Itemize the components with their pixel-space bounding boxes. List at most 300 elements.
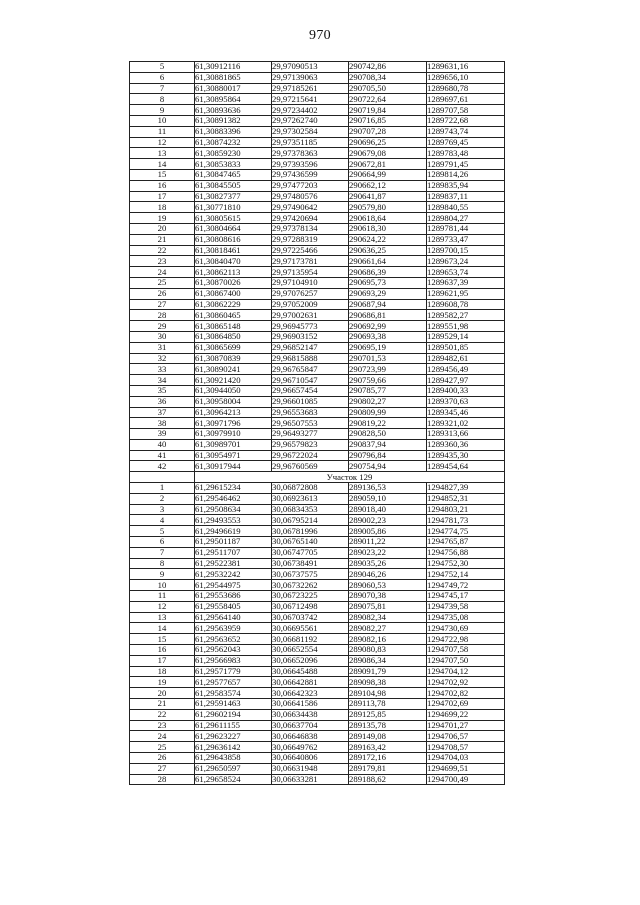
point-number-cell: 15 [130,634,195,645]
y-coordinate-cell: 1294765,87 [427,537,505,548]
table-row [130,558,505,569]
latitude-cell: 61,30921420 [195,375,272,386]
table-row [130,547,505,558]
point-number-cell: 24 [130,267,195,278]
y-coordinate-cell: 1289781,44 [427,223,505,234]
latitude-cell: 61,29493553 [195,515,272,526]
x-coordinate-cell: 290828,50 [349,429,427,440]
x-coordinate-cell: 289136,53 [349,483,427,494]
x-coordinate-cell: 290686,81 [349,310,427,321]
table-row [130,202,505,213]
x-coordinate-cell: 289005,86 [349,526,427,537]
point-number-cell: 9 [130,569,195,580]
y-coordinate-cell: 1294803,21 [427,504,505,515]
y-coordinate-cell: 1294707,58 [427,645,505,656]
latitude-cell: 61,29636142 [195,742,272,753]
table-row [130,299,505,310]
latitude-cell: 61,29496619 [195,526,272,537]
x-coordinate-cell: 289059,10 [349,493,427,504]
table-row [130,385,505,396]
x-coordinate-cell: 289002,23 [349,515,427,526]
x-coordinate-cell: 290719,84 [349,105,427,116]
latitude-cell: 61,30864850 [195,331,272,342]
x-coordinate-cell: 290707,28 [349,126,427,137]
point-number-cell: 1 [130,483,195,494]
point-number-cell: 12 [130,601,195,612]
longitude-cell: 29,97076257 [272,288,349,299]
longitude-cell: 29,96657454 [272,385,349,396]
longitude-cell: 29,97351185 [272,137,349,148]
point-number-cell: 5 [130,526,195,537]
point-number-cell: 35 [130,385,195,396]
point-number-cell: 26 [130,753,195,764]
longitude-cell: 29,96765847 [272,364,349,375]
longitude-cell: 30,06765140 [272,537,349,548]
latitude-cell: 61,30890241 [195,364,272,375]
longitude-cell: 29,96553683 [272,407,349,418]
longitude-cell: 29,96903152 [272,331,349,342]
y-coordinate-cell: 1294699,22 [427,709,505,720]
point-number-cell: 2 [130,493,195,504]
longitude-cell: 29,96760569 [272,461,349,472]
y-coordinate-cell: 1289769,45 [427,137,505,148]
y-coordinate-cell: 1294704,12 [427,666,505,677]
point-number-cell: 39 [130,429,195,440]
latitude-cell: 61,30859230 [195,148,272,159]
y-coordinate-cell: 1289733,47 [427,234,505,245]
latitude-cell: 61,30862229 [195,299,272,310]
point-number-cell: 27 [130,299,195,310]
y-coordinate-cell: 1289370,63 [427,396,505,407]
latitude-cell: 61,29571779 [195,666,272,677]
longitude-cell: 30,06631948 [272,763,349,774]
point-number-cell: 13 [130,612,195,623]
longitude-cell: 29,97225466 [272,245,349,256]
latitude-cell: 61,29650597 [195,763,272,774]
point-number-cell: 41 [130,450,195,461]
y-coordinate-cell: 1289400,33 [427,385,505,396]
point-number-cell: 6 [130,72,195,83]
latitude-cell: 61,29591463 [195,699,272,710]
y-coordinate-cell: 1294699,51 [427,763,505,774]
longitude-cell: 29,97262740 [272,115,349,126]
longitude-cell: 29,97185261 [272,83,349,94]
longitude-cell: 30,06732262 [272,580,349,591]
x-coordinate-cell: 290662,12 [349,180,427,191]
y-coordinate-cell: 1289840,55 [427,202,505,213]
table-row [130,83,505,94]
y-coordinate-cell: 1289673,24 [427,256,505,267]
table-row [130,418,505,429]
latitude-cell: 61,30883396 [195,126,272,137]
y-coordinate-cell: 1294752,30 [427,558,505,569]
latitude-cell: 61,30893636 [195,105,272,116]
x-coordinate-cell: 290708,34 [349,72,427,83]
x-coordinate-cell: 289113,78 [349,699,427,710]
table-row [130,461,505,472]
point-number-cell: 13 [130,148,195,159]
longitude-cell: 30,06633281 [272,774,349,785]
table-row [130,159,505,170]
y-coordinate-cell: 1289631,16 [427,62,505,73]
latitude-cell: 61,30870839 [195,353,272,364]
point-number-cell: 24 [130,731,195,742]
x-coordinate-cell: 290742,86 [349,62,427,73]
latitude-cell: 61,29501187 [195,537,272,548]
x-coordinate-cell: 290722,64 [349,94,427,105]
y-coordinate-cell: 1289345,46 [427,407,505,418]
point-number-cell: 33 [130,364,195,375]
table-row [130,483,505,494]
y-coordinate-cell: 1289313,66 [427,429,505,440]
y-coordinate-cell: 1289621,95 [427,288,505,299]
y-coordinate-cell: 1289637,39 [427,277,505,288]
y-coordinate-cell: 1289837,11 [427,191,505,202]
y-coordinate-cell: 1294701,27 [427,720,505,731]
longitude-cell: 30,06642323 [272,688,349,699]
y-coordinate-cell: 1289653,74 [427,267,505,278]
x-coordinate-cell: 290579,80 [349,202,427,213]
point-number-cell: 7 [130,547,195,558]
x-coordinate-cell: 290785,77 [349,385,427,396]
latitude-cell: 61,30847465 [195,169,272,180]
latitude-cell: 61,29544975 [195,580,272,591]
x-coordinate-cell: 290693,29 [349,288,427,299]
x-coordinate-cell: 289163,42 [349,742,427,753]
x-coordinate-cell: 290695,19 [349,342,427,353]
table-row [130,148,505,159]
latitude-cell: 61,29602194 [195,709,272,720]
point-number-cell: 10 [130,580,195,591]
latitude-cell: 61,30804664 [195,223,272,234]
y-coordinate-cell: 1289835,94 [427,180,505,191]
x-coordinate-cell: 290618,64 [349,213,427,224]
point-number-cell: 4 [130,515,195,526]
longitude-cell: 29,96601085 [272,396,349,407]
longitude-cell: 30,06652554 [272,645,349,656]
x-coordinate-cell: 290618,30 [349,223,427,234]
x-coordinate-cell: 290754,94 [349,461,427,472]
point-number-cell: 38 [130,418,195,429]
table-row [130,62,505,73]
y-coordinate-cell: 1294749,72 [427,580,505,591]
latitude-cell: 61,29508634 [195,504,272,515]
x-coordinate-cell: 290701,53 [349,353,427,364]
latitude-cell: 61,29577657 [195,677,272,688]
longitude-cell: 30,06737575 [272,569,349,580]
latitude-cell: 61,30891382 [195,115,272,126]
latitude-cell: 61,30917944 [195,461,272,472]
table-row [130,169,505,180]
table-row [130,450,505,461]
point-number-cell: 40 [130,439,195,450]
table-row [130,634,505,645]
latitude-cell: 61,30964213 [195,407,272,418]
y-coordinate-cell: 1289427,97 [427,375,505,386]
y-coordinate-cell: 1294735,08 [427,612,505,623]
point-number-cell: 27 [130,763,195,774]
point-number-cell: 7 [130,83,195,94]
point-number-cell: 8 [130,94,195,105]
longitude-cell: 30,06923613 [272,493,349,504]
latitude-cell: 61,29511707 [195,547,272,558]
point-number-cell: 10 [130,115,195,126]
latitude-cell: 61,29564140 [195,612,272,623]
y-coordinate-cell: 1289697,61 [427,94,505,105]
longitude-cell: 30,06781996 [272,526,349,537]
y-coordinate-cell: 1289321,02 [427,418,505,429]
y-coordinate-cell: 1289608,78 [427,299,505,310]
point-number-cell: 19 [130,677,195,688]
point-number-cell: 20 [130,223,195,234]
point-number-cell: 21 [130,699,195,710]
latitude-cell: 61,30880017 [195,83,272,94]
table-row [130,267,505,278]
latitude-cell: 61,30805615 [195,213,272,224]
table-row [130,720,505,731]
latitude-cell: 61,30808616 [195,234,272,245]
table-row [130,191,505,202]
x-coordinate-cell: 289086,34 [349,655,427,666]
table-row [130,439,505,450]
x-coordinate-cell: 289060,53 [349,580,427,591]
y-coordinate-cell: 1289551,98 [427,321,505,332]
page-number: 970 [309,28,331,43]
point-number-cell: 8 [130,558,195,569]
point-number-cell: 6 [130,537,195,548]
y-coordinate-cell: 1294702,92 [427,677,505,688]
table-row [130,645,505,656]
latitude-cell: 61,30958004 [195,396,272,407]
latitude-cell: 61,30944050 [195,385,272,396]
longitude-cell: 29,97173781 [272,256,349,267]
x-coordinate-cell: 289082,16 [349,634,427,645]
table-row [130,331,505,342]
x-coordinate-cell: 290802,27 [349,396,427,407]
table-row [130,126,505,137]
table-row [130,731,505,742]
latitude-cell: 61,30862113 [195,267,272,278]
x-coordinate-cell: 289082,34 [349,612,427,623]
x-coordinate-cell: 290687,94 [349,299,427,310]
table-row [130,612,505,623]
x-coordinate-cell: 289172,16 [349,753,427,764]
longitude-cell: 30,06795214 [272,515,349,526]
x-coordinate-cell: 289091,79 [349,666,427,677]
table-row [130,288,505,299]
y-coordinate-cell: 1289814,26 [427,169,505,180]
x-coordinate-cell: 290837,94 [349,439,427,450]
y-coordinate-cell: 1289700,15 [427,245,505,256]
longitude-cell: 30,06834353 [272,504,349,515]
y-coordinate-cell: 1289360,36 [427,439,505,450]
latitude-cell: 61,29611155 [195,720,272,731]
table-row [130,623,505,634]
section-header-spacer [130,472,195,483]
point-number-cell: 11 [130,126,195,137]
latitude-cell: 61,30912116 [195,62,272,73]
longitude-cell: 29,96852147 [272,342,349,353]
section-title: Участок 129 [195,472,505,483]
latitude-cell: 61,29562043 [195,645,272,656]
table-row [130,245,505,256]
x-coordinate-cell: 289023,22 [349,547,427,558]
point-number-cell: 18 [130,202,195,213]
longitude-cell: 29,97302584 [272,126,349,137]
point-number-cell: 31 [130,342,195,353]
latitude-cell: 61,30865148 [195,321,272,332]
y-coordinate-cell: 1289707,58 [427,105,505,116]
latitude-cell: 61,30840470 [195,256,272,267]
y-coordinate-cell: 1294752,14 [427,569,505,580]
x-coordinate-cell: 290672,81 [349,159,427,170]
y-coordinate-cell: 1294781,73 [427,515,505,526]
longitude-cell: 30,06872808 [272,483,349,494]
longitude-cell: 30,06637704 [272,720,349,731]
longitude-cell: 30,06642881 [272,677,349,688]
x-coordinate-cell: 289035,26 [349,558,427,569]
longitude-cell: 29,96493277 [272,429,349,440]
y-coordinate-cell: 1289783,48 [427,148,505,159]
table-row [130,763,505,774]
y-coordinate-cell: 1294756,88 [427,547,505,558]
longitude-cell: 29,97139063 [272,72,349,83]
y-coordinate-cell: 1294707,50 [427,655,505,666]
x-coordinate-cell: 290819,22 [349,418,427,429]
point-number-cell: 23 [130,720,195,731]
latitude-cell: 61,29553686 [195,591,272,602]
table-row [130,256,505,267]
y-coordinate-cell: 1294702,69 [427,699,505,710]
longitude-cell: 29,97090513 [272,62,349,73]
table-row [130,342,505,353]
point-number-cell: 12 [130,137,195,148]
longitude-cell: 29,96945773 [272,321,349,332]
x-coordinate-cell: 289075,81 [349,601,427,612]
longitude-cell: 29,97436599 [272,169,349,180]
point-number-cell: 22 [130,245,195,256]
x-coordinate-cell: 289149,08 [349,731,427,742]
latitude-cell: 61,30845505 [195,180,272,191]
table-row [130,375,505,386]
table-row [130,353,505,364]
latitude-cell: 61,30881865 [195,72,272,83]
longitude-cell: 29,97420694 [272,213,349,224]
longitude-cell: 29,96579823 [272,439,349,450]
x-coordinate-cell: 289080,83 [349,645,427,656]
x-coordinate-cell: 290664,99 [349,169,427,180]
point-number-cell: 9 [130,105,195,116]
longitude-cell: 30,06641586 [272,699,349,710]
longitude-cell: 30,06723225 [272,591,349,602]
y-coordinate-cell: 1289656,10 [427,72,505,83]
x-coordinate-cell: 290693,38 [349,331,427,342]
y-coordinate-cell: 1294702,82 [427,688,505,699]
y-coordinate-cell: 1294708,57 [427,742,505,753]
point-number-cell: 26 [130,288,195,299]
longitude-cell: 30,06738491 [272,558,349,569]
table-row [130,493,505,504]
point-number-cell: 30 [130,331,195,342]
table-row [130,655,505,666]
x-coordinate-cell: 290695,73 [349,277,427,288]
point-number-cell: 16 [130,180,195,191]
point-number-cell: 14 [130,623,195,634]
longitude-cell: 30,06649762 [272,742,349,753]
table-row [130,115,505,126]
point-number-cell: 29 [130,321,195,332]
point-number-cell: 37 [130,407,195,418]
point-number-cell: 17 [130,655,195,666]
longitude-cell: 29,96710547 [272,375,349,386]
point-number-cell: 28 [130,774,195,785]
point-number-cell: 25 [130,742,195,753]
x-coordinate-cell: 290624,22 [349,234,427,245]
y-coordinate-cell: 1294739,58 [427,601,505,612]
point-number-cell: 15 [130,169,195,180]
y-coordinate-cell: 1294700,49 [427,774,505,785]
table-row [130,321,505,332]
point-number-cell: 28 [130,310,195,321]
table-row [130,601,505,612]
table-row [130,537,505,548]
y-coordinate-cell: 1294745,17 [427,591,505,602]
table-row [130,591,505,602]
point-number-cell: 17 [130,191,195,202]
latitude-cell: 61,30827377 [195,191,272,202]
longitude-cell: 30,06747705 [272,547,349,558]
table-row [130,396,505,407]
table-row [130,742,505,753]
y-coordinate-cell: 1289435,30 [427,450,505,461]
table-row [130,504,505,515]
table-row [130,526,505,537]
y-coordinate-cell: 1294706,57 [427,731,505,742]
y-coordinate-cell: 1289804,27 [427,213,505,224]
longitude-cell: 29,97378134 [272,223,349,234]
table-row [130,310,505,321]
longitude-cell: 29,97480576 [272,191,349,202]
x-coordinate-cell: 289098,38 [349,677,427,688]
point-number-cell: 32 [130,353,195,364]
point-number-cell: 42 [130,461,195,472]
table-row [130,688,505,699]
table-row [130,709,505,720]
longitude-cell: 30,06646838 [272,731,349,742]
latitude-cell: 61,29563959 [195,623,272,634]
x-coordinate-cell: 290705,50 [349,83,427,94]
latitude-cell: 61,30771810 [195,202,272,213]
latitude-cell: 61,30867400 [195,288,272,299]
point-number-cell: 11 [130,591,195,602]
table-row [130,677,505,688]
longitude-cell: 29,97393596 [272,159,349,170]
y-coordinate-cell: 1289722,68 [427,115,505,126]
latitude-cell: 61,30853833 [195,159,272,170]
coordinates-table [129,61,505,785]
longitude-cell: 30,06695561 [272,623,349,634]
table-row [130,234,505,245]
table-row [130,213,505,224]
longitude-cell: 30,06640806 [272,753,349,764]
x-coordinate-cell: 289135,78 [349,720,427,731]
y-coordinate-cell: 1294774,75 [427,526,505,537]
longitude-cell: 30,06652096 [272,655,349,666]
latitude-cell: 61,29658524 [195,774,272,785]
latitude-cell: 61,30979910 [195,429,272,440]
longitude-cell: 29,97135954 [272,267,349,278]
x-coordinate-cell: 290716,85 [349,115,427,126]
